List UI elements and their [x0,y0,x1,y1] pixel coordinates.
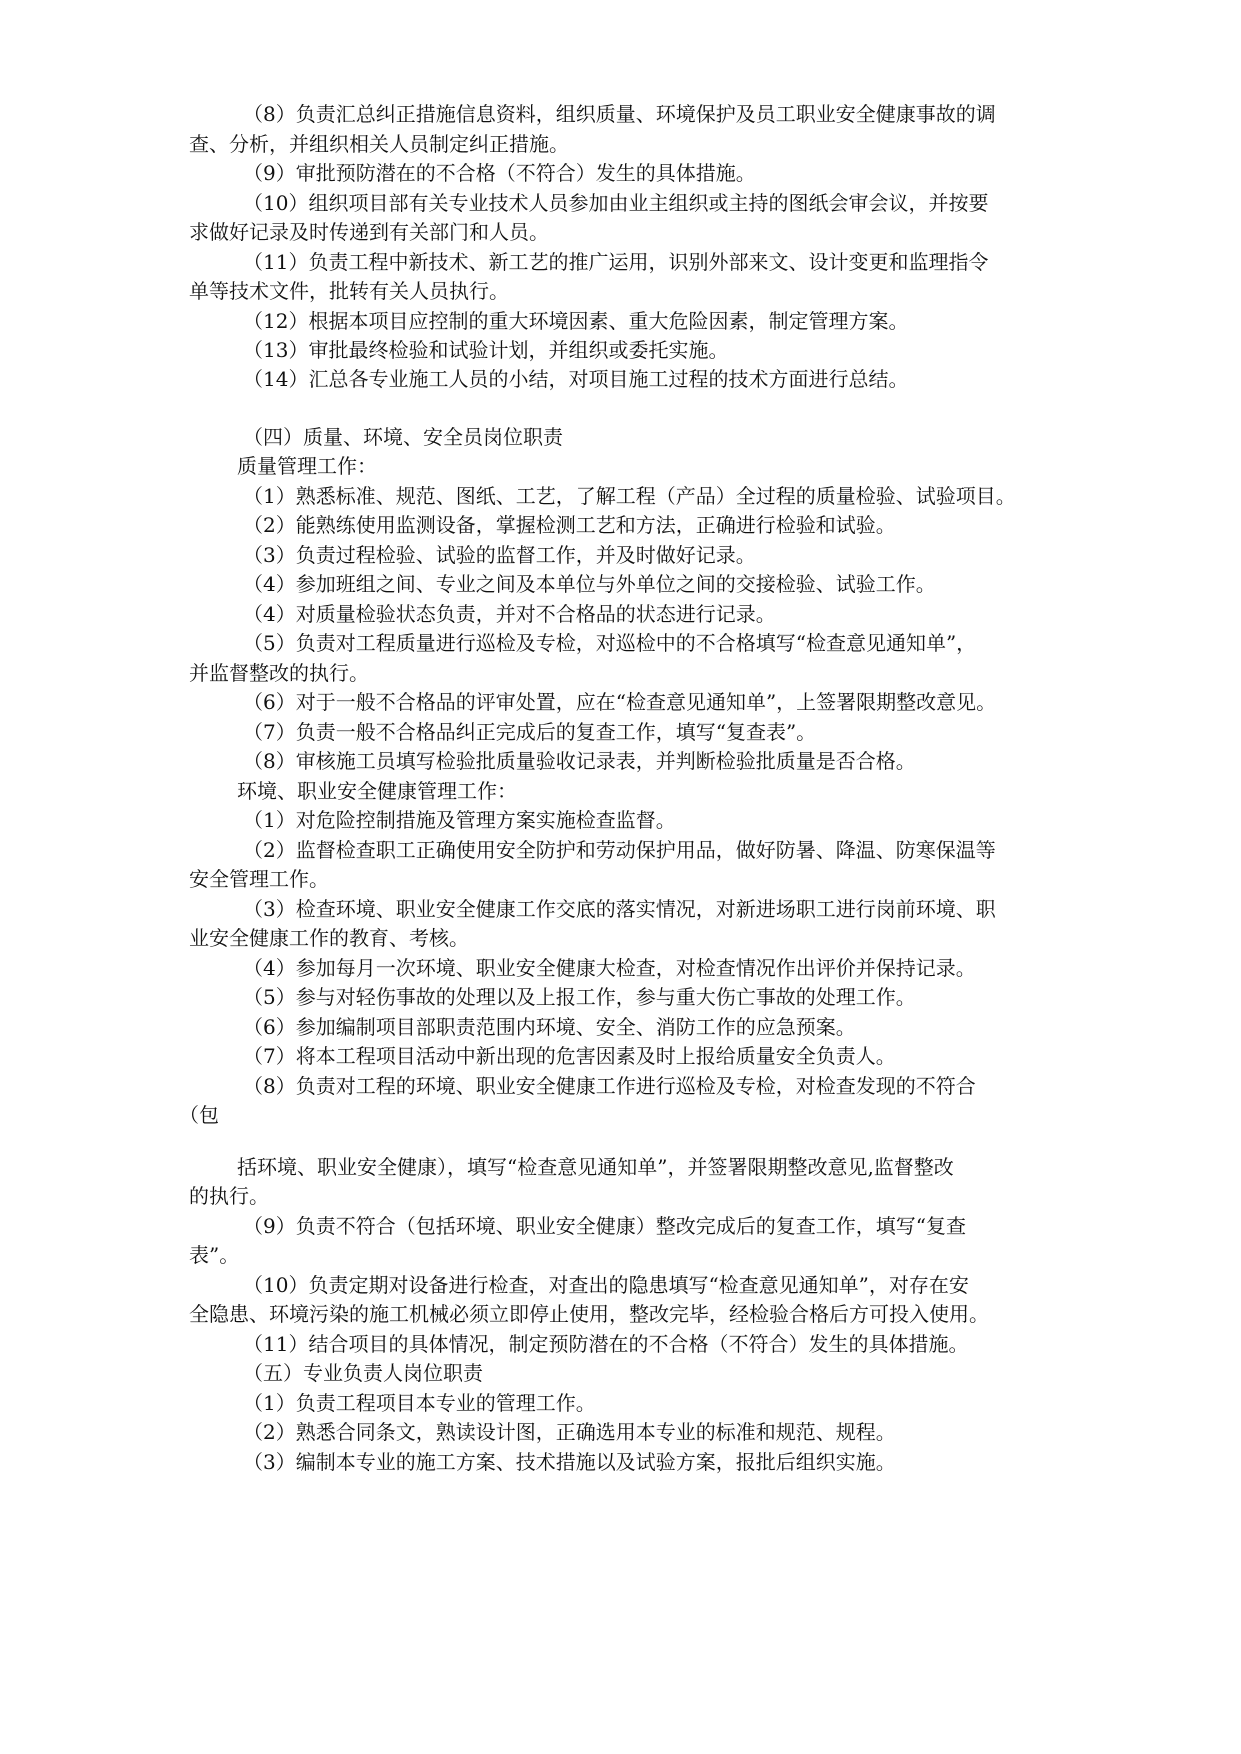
paragraph-line: （8）审核施工员填写检验批质量验收记录表，并判断检验批质量是否合格。 [243,749,916,773]
subsection-heading: 质量管理工作： [237,454,377,478]
paragraph-line: （4）参加每月一次环境、职业安全健康大检查，对检查情况作出评价并保持记录。 [243,956,976,980]
paragraph-line: （5）负责对工程质量进行巡检及专检，对巡检中的不合格填写“检查意见通知单”， [243,631,977,655]
paragraph-line: （12）根据本项目应控制的重大环境因素、重大危险因素，制定管理方案。 [243,309,909,333]
paragraph-line: （5）参与对轻伤事故的处理以及上报工作，参与重大伤亡事故的处理工作。 [243,985,916,1009]
paragraph-line: （2）能熟练使用监测设备，掌握检测工艺和方法，正确进行检验和试验。 [243,513,896,537]
paragraph-line: （4）参加班组之间、专业之间及本单位与外单位之间的交接检验、试验工作。 [243,572,936,596]
paragraph-line: （2）监督检查职工正确使用安全防护和劳动保护用品，做好防暑、降温、防寒保温等 [243,838,996,862]
paragraph-line: 的执行。 [189,1184,269,1208]
paragraph-line: （3）编制本专业的施工方案、技术措施以及试验方案，报批后组织实施。 [243,1450,896,1474]
paragraph-line: 安全管理工作。 [189,867,329,891]
paragraph-line: （10）组织项目部有关专业技术人员参加由业主组织或主持的图纸会审会议，并按要 [243,191,989,215]
paragraph-line: （1）负责工程项目本专业的管理工作。 [243,1391,596,1415]
paragraph-line: （13）审批最终检验和试验计划，并组织或委托实施。 [243,338,729,362]
paragraph-line: （8）负责汇总纠正措施信息资料，组织质量、环境保护及员工职业安全健康事故的调 [243,102,996,126]
paragraph-line: （7）将本工程项目活动中新出现的危害因素及时上报给质量安全负责人。 [243,1044,896,1068]
paragraph-line: 业安全健康工作的教育、考核。 [189,926,469,950]
paragraph-line: （包 [179,1103,219,1127]
paragraph-line: （6）对于一般不合格品的评审处置，应在“检查意见通知单”，上签署限期整改意见。 [243,690,997,714]
paragraph-line: （3）检查环境、职业安全健康工作交底的落实情况，对新进场职工进行岗前环境、职 [243,897,996,921]
paragraph-line: 求做好记录及时传递到有关部门和人员。 [189,220,549,244]
subsection-heading: 环境、职业安全健康管理工作： [237,779,517,803]
paragraph-line: 表”。 [189,1243,240,1267]
paragraph-line: 全隐患、环境污染的施工机械必须立即停止使用，整改完毕，经检验合格后方可投入使用。 [189,1302,989,1326]
paragraph-line: 查、分析，并组织相关人员制定纠正措施。 [189,132,569,156]
paragraph-line: （4）对质量检验状态负责，并对不合格品的状态进行记录。 [243,602,776,626]
paragraph-line: （10）负责定期对设备进行检查，对查出的隐患填写“检查意见通知单”，对存在安 [243,1273,969,1297]
paragraph-line: （3）负责过程检验、试验的监督工作，并及时做好记录。 [243,543,756,567]
paragraph-line: （7）负责一般不合格品纠正完成后的复查工作，填写“复查表”。 [243,720,817,744]
paragraph-line: （9）负责不符合（包括环境、职业安全健康）整改完成后的复查工作，填写“复查 [243,1214,966,1238]
paragraph-line: （14）汇总各专业施工人员的小结，对项目施工过程的技术方面进行总结。 [243,367,909,391]
section-heading: （四）质量、环境、安全员岗位职责 [243,425,563,449]
paragraph-line: （9）审批预防潜在的不合格（不符合）发生的具体措施。 [243,161,756,185]
paragraph-line: （1）熟悉标准、规范、图纸、工艺，了解工程（产品）全过程的质量检验、试验项目。 [243,484,1016,508]
section-heading: （五）专业负责人岗位职责 [243,1361,483,1385]
paragraph-line: （6）参加编制项目部职责范围内环境、安全、消防工作的应急预案。 [243,1015,856,1039]
paragraph-line: （11）负责工程中新技术、新工艺的推广运用，识别外部来文、设计变更和监理指令 [243,250,989,274]
paragraph-line: （2）熟悉合同条文，熟读设计图，正确选用本专业的标准和规范、规程。 [243,1420,896,1444]
paragraph-line: （11）结合项目的具体情况，制定预防潜在的不合格（不符合）发生的具体措施。 [243,1332,969,1356]
paragraph-line: 括环境、职业安全健康），填写“检查意见通知单”，并签署限期整改意见,监督整改 [237,1155,954,1179]
paragraph-line: （8）负责对工程的环境、职业安全健康工作进行巡检及专检，对检查发现的不符合 [243,1074,976,1098]
paragraph-line: 单等技术文件，批转有关人员执行。 [189,279,509,303]
paragraph-line: 并监督整改的执行。 [189,661,369,685]
paragraph-line: （1）对危险控制措施及管理方案实施检查监督。 [243,808,676,832]
